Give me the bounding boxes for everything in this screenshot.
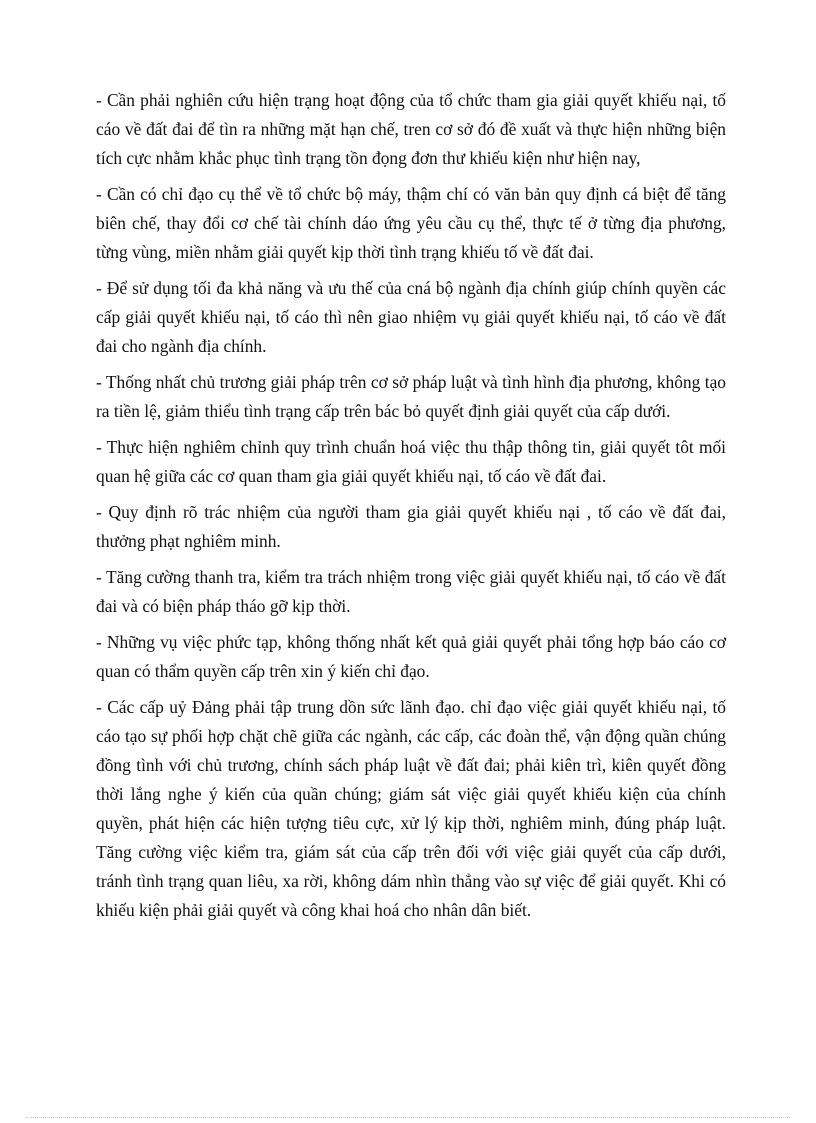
paragraph-7: - Tăng cường thanh tra, kiểm tra trách nhiệm trong việc giải quyết khiếu nại, tố cáo về đất đai và có biện pháp tháo gỡ kịp thời. bbox=[96, 567, 726, 616]
paragraph-3: - Để sử dụng tối đa khả năng và ưu thế của cná bộ ngành địa chính giúp chính quyền các cấp giải quyết khiếu nại, tố cáo thì nên giao nhiệm vụ giải quyết khiếu nại, tố cáo về đất đai cho ngành địa chính. bbox=[96, 278, 726, 356]
paragraph-6: - Quy định rõ trác nhiệm của người tham gia giải quyết khiếu nại , tố cáo về đất đai, thưởng phạt nghiêm minh. bbox=[96, 502, 726, 551]
document-body bbox=[96, 86, 726, 932]
paragraph-1: - Cần phải nghiên cứu hiện trạng hoạt động của tổ chức tham gia giải quyết khiếu nại, tố cáo về đất đai để tìn ra những mặt hạn chế, tren cơ sở đó đề xuất và thực hiện những biện tích cực nhằm khắc phục tình trạng tồn đọng đơn thư khiếu kiện như hiện nay, bbox=[96, 90, 726, 168]
paragraph-2: - Cần có chỉ đạo cụ thể về tổ chức bộ máy, thậm chí có văn bản quy định cá biệt để tăng biên chế, thay đổi cơ chế tài chính dáo ứng yêu cầu cụ thể, thực tế ở từng địa phương, từng vùng, miền nhằm giải quyết kịp thời tình trạng khiếu tố về đất đai. bbox=[96, 184, 726, 262]
page-bottom-divider bbox=[26, 1117, 790, 1118]
paragraph-8: - Những vụ việc phức tạp, không thống nhất kết quả giải quyết phải tổng hợp báo cáo cơ quan có thẩm quyền cấp trên xin ý kiến chỉ đạo. bbox=[96, 632, 726, 681]
paragraph-9: - Các cấp uỷ Đảng phải tập trung dồn sức lãnh đạo. chỉ đạo việc giải quyết khiếu nại, tố cáo tạo sự phối hợp chặt chẽ giữa các ngành, các cấp, các đoàn thể, vận động quần chúng đồng tình với chủ trương, chính sách pháp luật về đất đai; phải kiên trì, kiên quyết đồng thời lắng nghe ý kiến của quần chúng; giám sát việc giải quyết khiếu kiện của chính quyền, phát hiện các hiện tượng tiêu cực, xử lý kịp thời, nghiêm minh, đúng pháp luật. Tăng cường việc kiểm tra, giám sát của cấp trên đối với việc giải quyết của cấp dưới, tránh tình trạng quan liêu, xa rời, không dám nhìn thẳng vào sự việc để giải quyết. Khi có khiếu kiện phải giải quyết và công khai hoá cho nhân dân biết. bbox=[96, 697, 726, 920]
paragraph-5: - Thực hiện nghiêm chỉnh quy trình chuẩn hoá việc thu thập thông tin, giải quyết tôt mối quan hệ giữa các cơ quan tham gia giải quyết khiếu nại, tố cáo về đất đai. bbox=[96, 437, 726, 486]
paragraph-4: - Thống nhất chủ trương giải pháp trên cơ sở pháp luật và tình hình địa phương, không tạo ra tiền lệ, giảm thiểu tình trạng cấp trên bác bỏ quyết định giải quyết của cấp dưới. bbox=[96, 372, 726, 421]
